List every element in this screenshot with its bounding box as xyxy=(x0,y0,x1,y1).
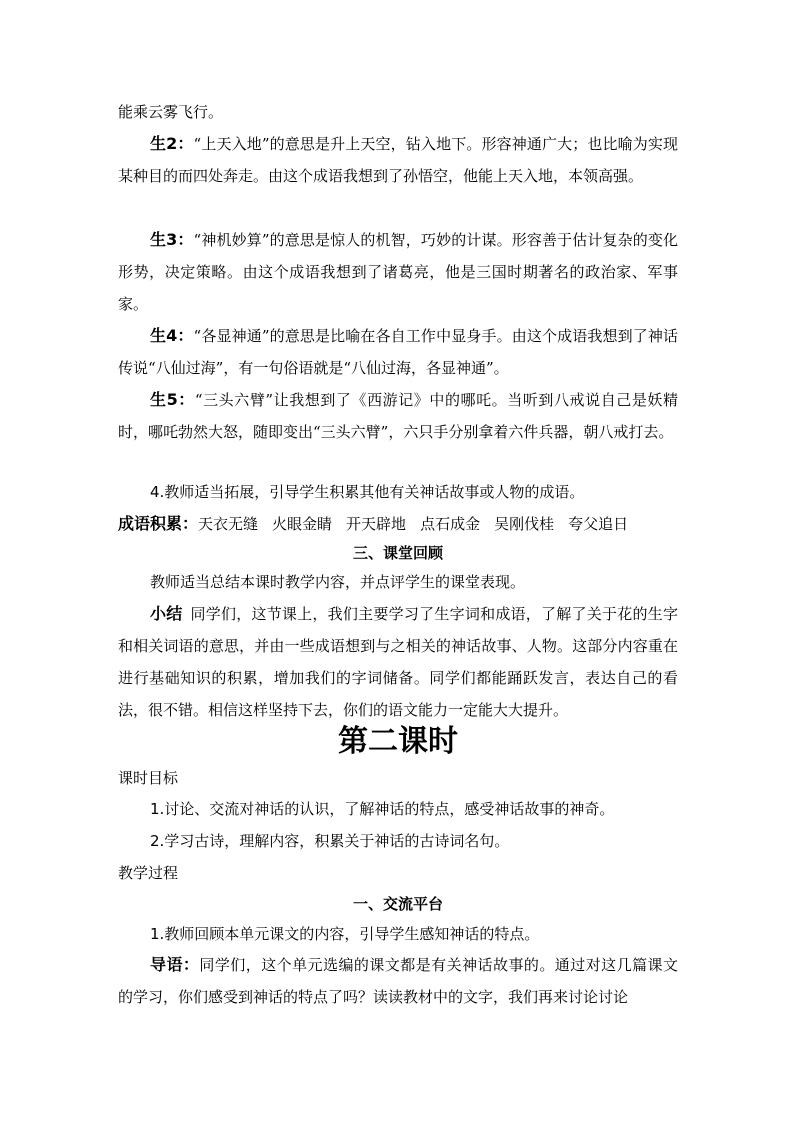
section3-paragraph xyxy=(118,566,678,598)
summary-text: 同学们，这节课上，我们主要学习了生字词和成语，了解了关于花的生字和相关词语的意思，并由一些成语想到与之相关的神话故事、人物。这部分内容重在进行基础知识的积累，增加我们的字词储备。同学们都能踊跃发言，表达自己的看法，很不错。相信这样坚持下去，你们的语文能力一定能大大提升。 xyxy=(118,605,678,719)
summary-label: 小结 xyxy=(150,604,183,623)
paragraph-text: 能乘云雾飞行。 xyxy=(118,103,224,121)
section1-paragraph xyxy=(150,922,539,946)
student5-text: “三头六臂”让我想到了《西游记》中的哪吒。当听到八戒说自己是妖精时，哪吒勃然大怒，随即变出“三头六臂”，六只手分别拿着六件兵器，朝八戒打去。 xyxy=(118,391,678,441)
section1-heading xyxy=(118,892,678,916)
process-text: 教学过程 xyxy=(118,864,179,882)
section3-heading xyxy=(118,541,678,565)
paragraph-continued xyxy=(118,96,678,128)
student3-label: 生3： xyxy=(150,230,194,249)
idiom-item: 火眼金睛 xyxy=(272,515,333,533)
section3-title: 三、课堂回顾 xyxy=(352,544,443,562)
student5-label: 生5： xyxy=(150,390,195,409)
idiom-item: 点石成金 xyxy=(420,515,481,533)
section3-text: 教师适当总结本课时教学内容，并点评学生的课堂表现。 xyxy=(150,573,526,591)
goal-2 xyxy=(150,829,509,853)
idiom-label: 成语积累： xyxy=(118,514,199,533)
guide-text: 同学们，这个单元选编的课文都是有关神话故事的。通过对这几篇课文的学习，你们感受到神话的特点了吗？读读教材中的文字，我们再来讨论讨论 xyxy=(118,956,678,1006)
student4-text: “各显神通”的意思是比喻在各自工作中显身手。由这个成语我想到了神话传说“八仙过海”，有一句俗语就是“八仙过海，各显神通”。 xyxy=(118,327,679,377)
lesson2-title: 第二课时 xyxy=(338,724,458,759)
summary-paragraph xyxy=(118,598,678,726)
section1-text: 1.教师回顾本单元课文的内容，引导学生感知神话的特点。 xyxy=(150,925,540,943)
goals-text: 课时目标 xyxy=(118,769,179,787)
idiom-accumulation xyxy=(118,508,678,540)
goal-1-text: 1.讨论、交流对神话的认识，了解神话的特点，感受神话故事的神奇。 xyxy=(150,800,615,818)
guide-label: 导语： xyxy=(150,955,200,974)
student2-label: 生2： xyxy=(150,134,194,153)
idiom-item: 天衣无缝 xyxy=(198,515,259,533)
idiom-item: 夸父追日 xyxy=(568,515,629,533)
item4-paragraph xyxy=(118,476,678,508)
goal-1 xyxy=(150,797,614,821)
student4-label: 生4： xyxy=(150,326,194,345)
item4-text: 4.教师适当拓展，引导学生积累其他有关神话故事或人物的成语。 xyxy=(150,483,585,501)
student5-paragraph xyxy=(118,384,678,448)
section1-title: 一、交流平台 xyxy=(352,895,443,913)
student2-paragraph xyxy=(118,128,678,192)
lesson2-heading xyxy=(118,720,678,764)
goals-label xyxy=(118,766,178,790)
student3-paragraph xyxy=(118,224,678,320)
student2-text: “上天入地”的意思是升上天空，钻入地下。形容神通广大；也比喻为实现某种目的而四处奔走。由这个成语我想到了孙悟空，他能上天入地，本领高强。 xyxy=(118,135,679,185)
guide-paragraph xyxy=(118,949,678,1013)
idiom-item: 开天辟地 xyxy=(346,515,407,533)
process-label xyxy=(118,861,178,885)
student4-paragraph xyxy=(118,320,678,384)
idiom-item: 吴刚伐桂 xyxy=(494,515,555,533)
student3-text: “神机妙算”的意思是惊人的机智，巧妙的计谋。形容善于估计复杂的变化形势，决定策略。由这个成语我想到了诸葛亮，他是三国时期著名的政治家、军事家。 xyxy=(118,231,679,313)
goal-2-text: 2.学习古诗，理解内容，积累关于神话的古诗词名句。 xyxy=(150,832,510,850)
